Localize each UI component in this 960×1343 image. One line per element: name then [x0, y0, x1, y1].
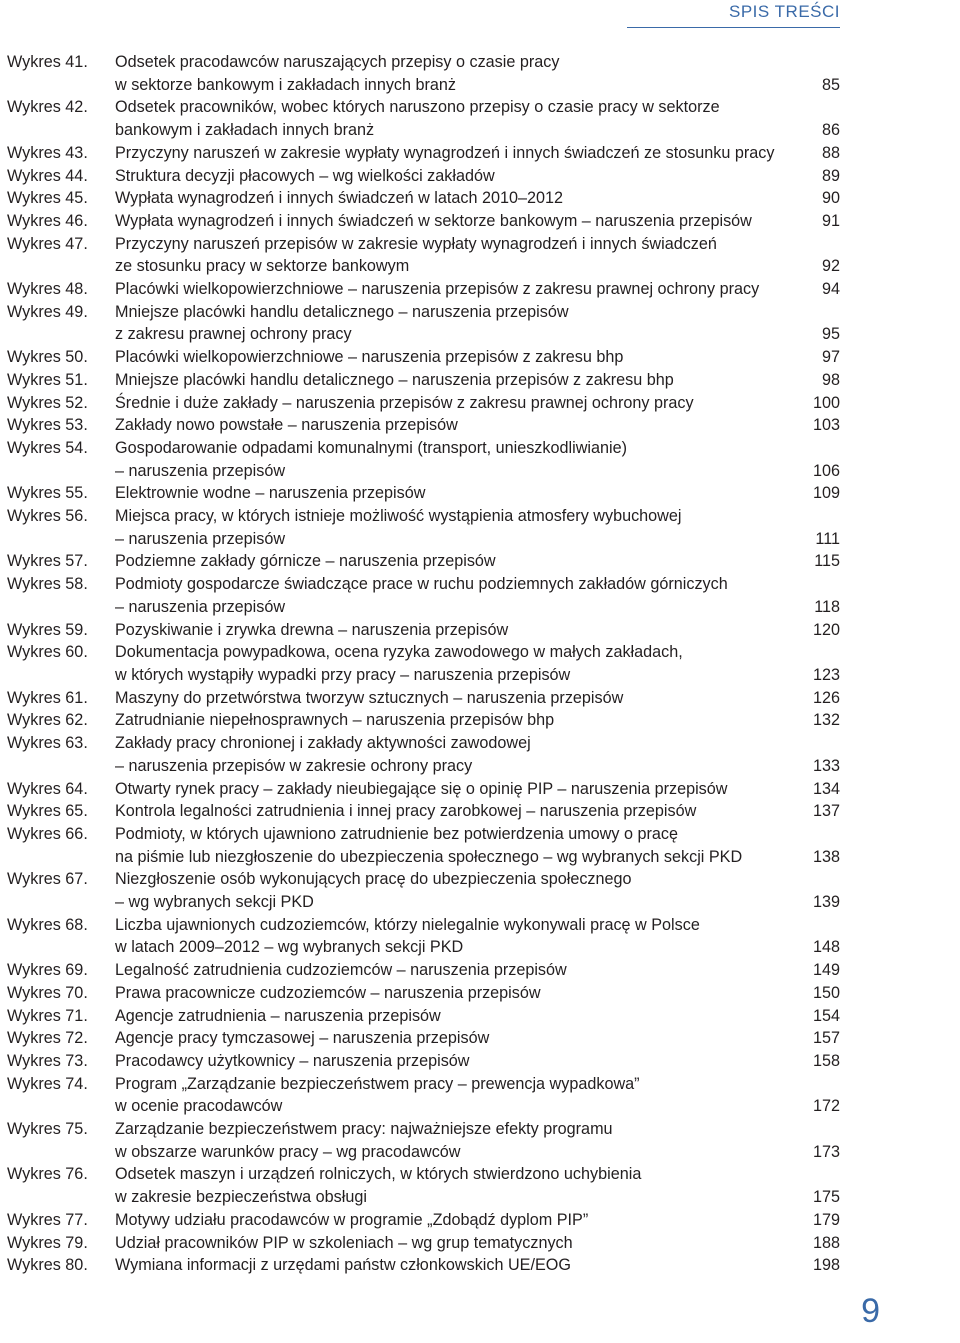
toc-entry[interactable]	[7, 619, 840, 642]
toc-entry-page: 175	[812, 1188, 840, 1207]
toc-entry-page: 85	[821, 75, 840, 94]
toc-entry-page: 115	[814, 552, 840, 571]
toc-entry-title: Elektrownie wodne – naruszenia przepisów	[115, 484, 426, 503]
toc-entry-label: Wykres 59.	[7, 620, 88, 639]
toc-entry-title: Placówki wielkopowierzchniowe – naruszenia przepisów z zakresu prawnej ochrony pracy	[115, 280, 760, 299]
toc-entry-page: 123	[812, 665, 840, 684]
toc-entry-page: 91	[821, 211, 840, 230]
toc-entry-label: Wykres 80.	[7, 1256, 88, 1275]
toc-entry-title: Prawa pracownicze cudzoziemców – naruszenia przepisów	[115, 983, 541, 1002]
toc-entry-label: Wykres 50.	[7, 348, 88, 367]
toc-entry-label: Wykres 72.	[7, 1029, 88, 1048]
toc-entry[interactable]	[7, 1005, 840, 1028]
toc-entry-label: Wykres 66.	[7, 824, 88, 843]
toc-entry[interactable]	[7, 437, 840, 482]
toc-entry[interactable]	[7, 550, 840, 573]
toc-entry-title: Dokumentacja powypadkowa, ocena ryzyka zawodowego w małych zakładach, w których wystąpiły wypadki przy pracy – naruszenia przepisów	[115, 643, 683, 684]
toc-entry-label: Wykres 44.	[7, 166, 88, 185]
toc-entry[interactable]	[7, 142, 840, 165]
toc-entry[interactable]	[7, 505, 840, 550]
toc-entry[interactable]	[7, 1209, 840, 1232]
toc-entry-title: Agencje pracy tymczasowej – naruszenia przepisów	[115, 1029, 490, 1048]
toc-entry-title: Zakłady nowo powstałe – naruszenia przepisów	[115, 416, 458, 435]
toc-entry-title: Agencje zatrudnienia – naruszenia przepisów	[115, 1006, 441, 1025]
toc-entry-label: Wykres 46.	[7, 211, 88, 230]
toc-entry[interactable]	[7, 868, 840, 913]
toc-entry-label: Wykres 55.	[7, 484, 88, 503]
toc-entry-title: Pozyskiwanie i zrywka drewna – naruszenia przepisów	[115, 620, 509, 639]
toc-entry[interactable]	[7, 982, 840, 1005]
toc-entry-title: Przyczyny naruszeń w zakresie wypłaty wynagrodzeń i innych świadczeń ze stosunku pracy	[115, 143, 775, 162]
toc-entry-label: Wykres 61.	[7, 688, 88, 707]
toc-entry[interactable]	[7, 1050, 840, 1073]
toc-entry-page: 118	[814, 597, 840, 616]
toc-entry-label: Wykres 48.	[7, 280, 88, 299]
toc-entry[interactable]	[7, 1027, 840, 1050]
toc-entry-title: Wymiana informacji z urzędami państw członkowskich UE/EOG	[115, 1256, 571, 1275]
toc-entry-page: 126	[812, 688, 840, 707]
toc-entry-title: Udział pracowników PIP w szkoleniach – wg grup tematycznych	[115, 1233, 573, 1252]
toc-entry-label: Wykres 51.	[7, 370, 88, 389]
toc-entry[interactable]	[7, 823, 840, 868]
table-of-contents	[7, 51, 840, 1277]
toc-entry-page: 111	[815, 529, 840, 548]
toc-entry-title: Podziemne zakłady górnicze – naruszenia przepisów	[115, 552, 496, 571]
toc-entry-label: Wykres 65.	[7, 802, 88, 821]
toc-entry-title: Odsetek maszyn i urządzeń rolniczych, w których stwierdzono uchybienia w zakresie bezpieczeństwa obsługi	[115, 1165, 642, 1207]
toc-entry-page: 100	[812, 393, 840, 412]
toc-entry-title: Gospodarowanie odpadami komunalnymi (transport, unieszkodliwianie) – naruszenia przepisów	[115, 438, 627, 480]
toc-entry-title: Podmioty gospodarcze świadczące prace w ruchu podziemnych zakładów górniczych – naruszenia przepisów	[115, 575, 728, 616]
toc-entry[interactable]	[7, 1118, 840, 1163]
toc-entry-page: 157	[812, 1029, 840, 1048]
toc-entry-label: Wykres 75.	[7, 1120, 88, 1139]
toc-entry-page: 138	[812, 847, 840, 866]
section-header: SPIS TREŚCI	[729, 2, 840, 21]
toc-entry[interactable]	[7, 96, 840, 141]
toc-entry-page: 94	[821, 280, 840, 299]
toc-entry[interactable]	[7, 959, 840, 982]
toc-entry-label: Wykres 71.	[7, 1006, 88, 1025]
toc-entry-title: Pracodawcy użytkownicy – naruszenia przepisów	[115, 1051, 470, 1070]
toc-entry-page: 88	[821, 143, 840, 162]
header-divider	[627, 27, 840, 28]
toc-entry-page: 89	[821, 166, 840, 185]
toc-entry-label: Wykres 49.	[7, 302, 88, 321]
toc-entry-label: Wykres 41.	[7, 53, 88, 71]
toc-entry-page: 179	[812, 1210, 840, 1229]
toc-entry-title: Odsetek pracodawców naruszających przepisy o czasie pracy w sektorze bankowym i zakładach innych branż	[115, 53, 560, 94]
toc-entry-label: Wykres 58.	[7, 575, 88, 594]
toc-entry-page: 86	[821, 121, 840, 140]
toc-entry-label: Wykres 53.	[7, 416, 88, 435]
toc-entry-label: Wykres 56.	[7, 507, 88, 526]
toc-entry-page: 106	[812, 461, 840, 480]
toc-entry-label: Wykres 69.	[7, 961, 88, 980]
toc-entry[interactable]	[7, 301, 840, 346]
toc-entry-label: Wykres 62.	[7, 711, 88, 730]
toc-entry-label: Wykres 76.	[7, 1165, 88, 1184]
toc-entry-page: 109	[812, 484, 840, 503]
toc-entry-title: Miejsca pracy, w których istnieje możliwość wystąpienia atmosfery wybuchowej – naruszenia przepisów	[115, 507, 682, 548]
toc-entry-title: Program „Zarządzanie bezpieczeństwem pracy – prewencja wypadkowa” w ocenie pracodawców	[115, 1074, 640, 1116]
toc-entry-label: Wykres 60.	[7, 643, 88, 662]
toc-entry-page: 150	[812, 983, 840, 1002]
toc-entry[interactable]	[7, 709, 840, 732]
toc-entry-page: 154	[812, 1006, 840, 1025]
toc-entry-title: Motywy udziału pracodawców w programie „Zdobądź dyplom PIP”	[115, 1210, 589, 1229]
toc-entry-title: Mniejsze placówki handlu detalicznego – naruszenia przepisów z zakresu prawnej ochrony pracy	[115, 302, 569, 344]
toc-entry-page: 95	[821, 325, 840, 344]
toc-entry-page: 173	[812, 1142, 840, 1161]
toc-entry[interactable]	[7, 210, 840, 233]
toc-entry-title: Zatrudnianie niepełnosprawnych – naruszenia przepisów bhp	[115, 711, 555, 730]
toc-entry-label: Wykres 67.	[7, 870, 88, 889]
toc-entry[interactable]	[7, 278, 840, 301]
toc-entry-page: 92	[821, 257, 840, 276]
toc-entry-page: 198	[812, 1256, 840, 1275]
toc-entry[interactable]	[7, 233, 840, 278]
toc-entry-page: 132	[812, 711, 840, 730]
toc-entry-title: Mniejsze placówki handlu detalicznego – naruszenia przepisów z zakresu bhp	[115, 370, 674, 389]
toc-entry-label: Wykres 47.	[7, 234, 88, 253]
page-number: 9	[861, 1292, 880, 1330]
toc-entry-title: Niezgłoszenie osób wykonujących pracę do ubezpieczenia społecznego – wg wybranych sekcji PKD	[115, 870, 632, 912]
toc-entry-label: Wykres 57.	[7, 552, 88, 571]
toc-entry-title: Wypłata wynagrodzeń i innych świadczeń w latach 2010–2012	[115, 189, 563, 208]
toc-entry-page: 90	[821, 189, 840, 208]
toc-entry-label: Wykres 73.	[7, 1051, 88, 1070]
toc-entry[interactable]	[7, 573, 840, 618]
toc-entry[interactable]	[7, 778, 840, 801]
toc-entry-title: Struktura decyzji płacowych – wg wielkości zakładów	[115, 166, 495, 185]
toc-entry-label: Wykres 43.	[7, 143, 88, 162]
toc-entry-title: Legalność zatrudnienia cudzoziemców – naruszenia przepisów	[115, 961, 567, 980]
toc-entry-title: Odsetek pracowników, wobec których naruszono przepisy o czasie pracy w sektorze bankowym i zakładach innych branż	[115, 98, 720, 140]
toc-entry-title: Placówki wielkopowierzchniowe – naruszenia przepisów z zakresu bhp	[115, 348, 624, 367]
toc-entry-page: 139	[812, 893, 840, 912]
toc-entry[interactable]	[7, 346, 840, 369]
toc-entry-title: Otwarty rynek pracy – zakłady nieubiegające się o opinię PIP – naruszenia przepisów	[115, 779, 728, 798]
toc-entry-page: 158	[812, 1051, 840, 1070]
toc-entry-page: 134	[812, 779, 840, 798]
toc-entry-label: Wykres 68.	[7, 915, 88, 934]
toc-entry-label: Wykres 63.	[7, 734, 88, 753]
toc-entry-page: 97	[821, 348, 840, 367]
toc-entry-page: 120	[812, 620, 840, 639]
toc-entry[interactable]	[7, 392, 840, 415]
toc-entry[interactable]	[7, 641, 840, 686]
toc-entry-label: Wykres 70.	[7, 983, 88, 1002]
toc-entry[interactable]	[7, 51, 840, 96]
toc-entry-title: Wypłata wynagrodzeń i innych świadczeń w sektorze bankowym – naruszenia przepisów	[115, 211, 752, 230]
toc-entry-title: Liczba ujawnionych cudzoziemców, którzy nielegalnie wykonywali pracę w Polsce w latach 2009–2012 – wg wybranych sekcji PKD	[115, 915, 700, 957]
toc-entry[interactable]	[7, 1232, 840, 1255]
toc-entry[interactable]	[7, 687, 840, 710]
toc-entry[interactable]	[7, 165, 840, 188]
toc-entry-page: 98	[821, 370, 840, 389]
toc-entry[interactable]	[7, 482, 840, 505]
toc-entry-label: Wykres 77.	[7, 1210, 88, 1229]
toc-entry-page: 137	[812, 802, 840, 821]
toc-entry[interactable]	[7, 914, 840, 959]
toc-entry-label: Wykres 64.	[7, 779, 88, 798]
toc-entry-title: Przyczyny naruszeń przepisów w zakresie wypłaty wynagrodzeń i innych świadczeń ze stosunku pracy w sektorze bankowym	[115, 234, 717, 276]
toc-entry[interactable]	[7, 1073, 840, 1118]
toc-entry-label: Wykres 52.	[7, 393, 88, 412]
toc-entry-page: 133	[812, 756, 840, 775]
toc-entry-title: Średnie i duże zakłady – naruszenia przepisów z zakresu prawnej ochrony pracy	[115, 393, 694, 412]
toc-entry[interactable]	[7, 1163, 840, 1208]
toc-entry-title: Kontrola legalności zatrudnienia i innej pracy zarobkowej – naruszenia przepisów	[115, 802, 697, 821]
toc-entry-page: 103	[812, 416, 840, 435]
toc-entry-page: 149	[812, 961, 840, 980]
toc-entry[interactable]	[7, 369, 840, 392]
toc-entry[interactable]	[7, 414, 840, 437]
toc-entry-title: Podmioty, w których ujawniono zatrudnienie bez potwierdzenia umowy o pracę na piśmie lub niezgłoszenie do ubezpieczenia społecznego – wg wybranych sekcji PKD	[115, 824, 743, 866]
toc-entry-page: 188	[812, 1233, 840, 1252]
toc-entry-label: Wykres 45.	[7, 189, 88, 208]
toc-entry[interactable]	[7, 732, 840, 777]
toc-entry[interactable]	[7, 1254, 840, 1277]
toc-entry-label: Wykres 74.	[7, 1074, 88, 1093]
toc-entry-label: Wykres 54.	[7, 438, 88, 457]
toc-entry-title: Zakłady pracy chronionej i zakłady aktywności zawodowej – naruszenia przepisów w zakresie ochrony pracy	[115, 734, 531, 775]
toc-entry-title: Maszyny do przetwórstwa tworzyw sztucznych – naruszenia przepisów	[115, 688, 624, 707]
toc-entry-page: 148	[812, 938, 840, 957]
toc-entry-title: Zarządzanie bezpieczeństwem pracy: najważniejsze efekty programu w obszarze warunków pracy – wg pracodawców	[115, 1120, 613, 1161]
toc-entry[interactable]	[7, 187, 840, 210]
toc-entry[interactable]	[7, 800, 840, 823]
toc-entry-label: Wykres 42.	[7, 98, 88, 117]
toc-entry-page: 172	[812, 1097, 840, 1116]
toc-entry-label: Wykres 79.	[7, 1233, 88, 1252]
